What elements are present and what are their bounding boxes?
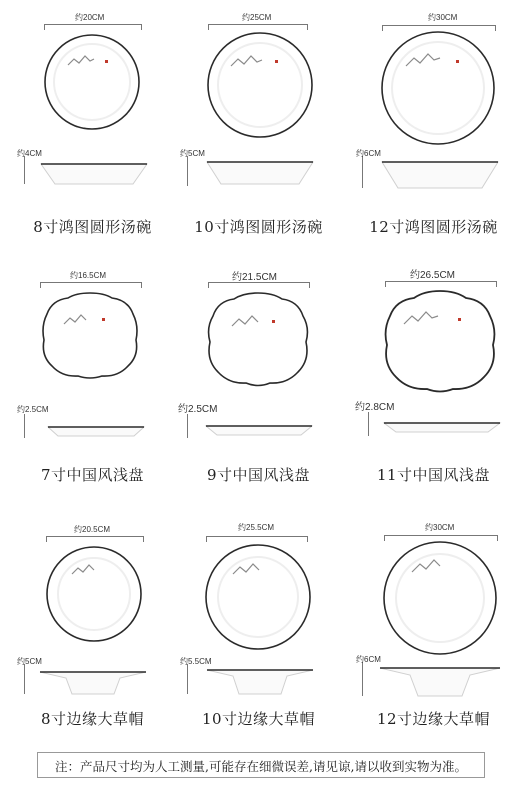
bowl-side-view — [380, 158, 500, 194]
side-size-label: 约2.5CM — [178, 404, 218, 415]
product-name: 11寸中国风浅盘 — [376, 466, 491, 484]
side-dimension-line — [24, 414, 25, 438]
top-size-label: 约25CM — [242, 13, 272, 22]
bowl-side-view — [39, 160, 149, 190]
bowl-top-view — [42, 32, 142, 132]
disclaimer-text: 注：产品尺寸均为人工测量,可能存在细微误差,请见谅,请以收到实物为准。 — [55, 759, 467, 774]
top-size-label: 约26.5CM — [410, 270, 456, 281]
product-name: 8寸鸿图圆形汤碗 — [33, 218, 152, 236]
disclaimer-box — [37, 752, 485, 778]
side-size-label: 约5CM — [180, 149, 205, 158]
side-dimension-line — [362, 662, 363, 696]
bowl-top-view — [380, 538, 500, 658]
product-name: 8寸边缘大草帽 — [40, 710, 145, 728]
side-size-label: 约2.8CM — [355, 402, 395, 413]
side-dimension-line — [368, 412, 369, 436]
top-size-label: 约20.5CM — [74, 525, 111, 534]
product-name: 10寸鸿图圆形汤碗 — [194, 218, 323, 236]
side-dimension-line — [187, 156, 188, 186]
top-size-label: 约20CM — [75, 13, 105, 22]
top-dimension-line — [44, 24, 142, 30]
bowl-side-view — [38, 668, 148, 698]
top-dimension-line — [385, 281, 497, 287]
top-size-label: 约30CM — [425, 523, 455, 532]
bowl-side-view — [205, 158, 315, 190]
plate-side-view — [204, 424, 314, 438]
bowl-top-view — [205, 30, 315, 140]
side-dimension-line — [187, 414, 188, 438]
plate-top-view — [40, 290, 140, 380]
bowl-side-view — [205, 666, 315, 698]
side-size-label: 约6CM — [356, 149, 381, 158]
side-dimension-line — [24, 156, 25, 184]
side-size-label: 约5CM — [17, 657, 42, 666]
plate-top-view — [382, 288, 498, 396]
top-size-label: 约30CM — [428, 13, 458, 22]
top-size-label: 约21.5CM — [232, 272, 278, 283]
plate-side-view — [382, 421, 502, 435]
side-dimension-line — [187, 664, 188, 694]
product-name: 7寸中国风浅盘 — [40, 466, 145, 484]
product-name: 10寸边缘大草帽 — [201, 710, 316, 728]
side-size-label: 约2.5CM — [17, 405, 49, 414]
side-size-label: 约4CM — [17, 149, 42, 158]
product-name: 12寸鸿图圆形汤碗 — [369, 218, 498, 236]
top-size-label: 约25.5CM — [238, 523, 275, 532]
plate-side-view — [46, 425, 146, 439]
product-name: 9寸中国风浅盘 — [206, 466, 311, 484]
top-dimension-line — [46, 536, 144, 542]
bowl-top-view — [203, 542, 313, 652]
side-size-label: 约6CM — [356, 655, 381, 664]
side-dimension-line — [362, 156, 363, 188]
top-size-label: 约16.5CM — [70, 271, 107, 280]
bowl-top-view — [378, 28, 498, 148]
bowl-top-view — [44, 544, 144, 644]
product-name: 12寸边缘大草帽 — [376, 710, 491, 728]
top-dimension-line — [40, 282, 142, 288]
plate-top-view — [206, 290, 310, 390]
side-dimension-line — [24, 664, 25, 694]
bowl-side-view — [378, 664, 502, 702]
side-size-label: 约5.5CM — [180, 657, 212, 666]
